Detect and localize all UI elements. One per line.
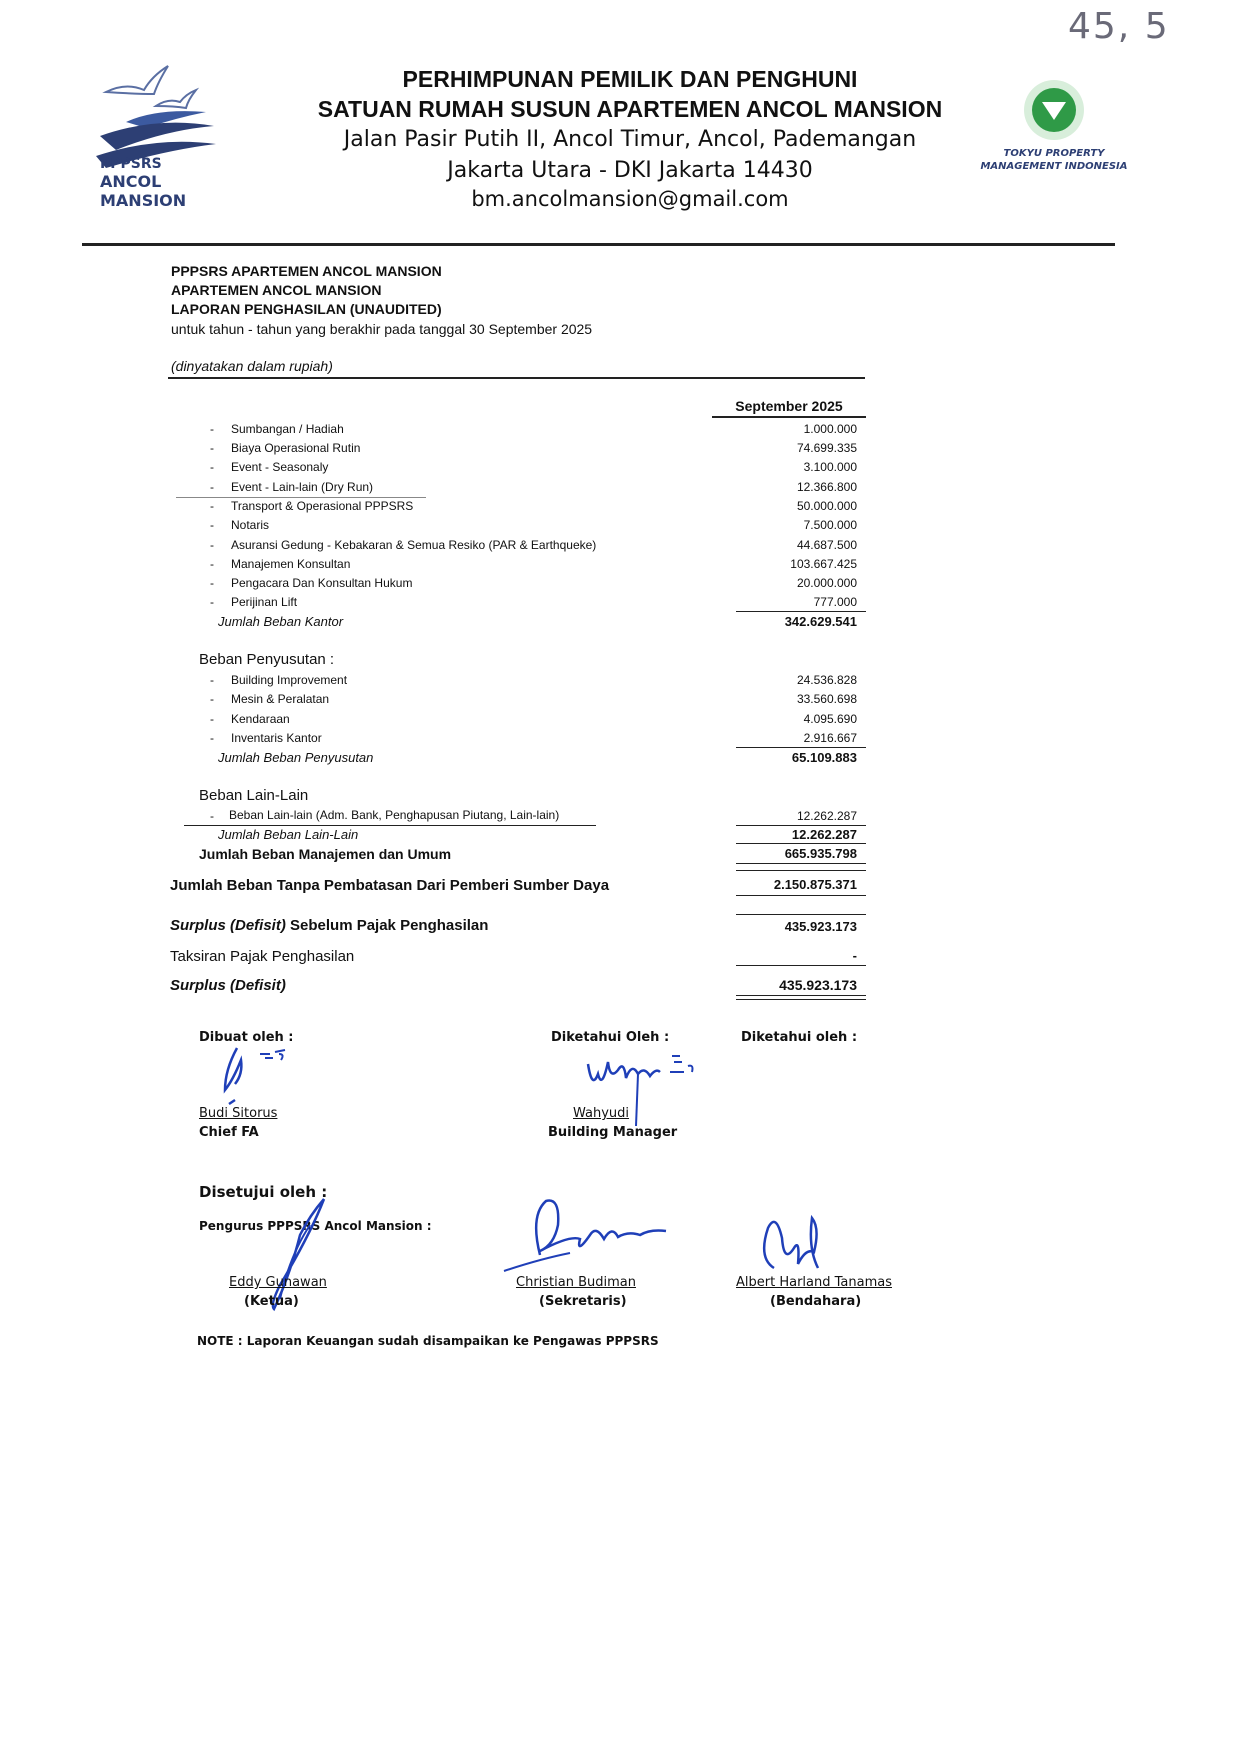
logo-text-ancol: ANCOL MANSION: [100, 172, 187, 210]
item-value: 1.000.000: [803, 422, 857, 436]
surplus-label: Surplus (Defisit): [170, 977, 286, 994]
report-entity: PPPSRS APARTEMEN ANCOL MANSION: [171, 263, 442, 279]
title-divider: [168, 377, 865, 379]
subtotal-line: [736, 747, 866, 748]
item-label: Kendaraan: [231, 712, 290, 726]
item-value: 4.095.690: [803, 712, 857, 726]
surplus-pre-italic: Surplus (Defisit): [170, 917, 286, 934]
item-label: Building Improvement: [231, 673, 348, 687]
footer-note: NOTE : Laporan Keuangan sudah disampaikan ke Pengawas PPPSRS: [197, 1334, 659, 1348]
diketahui1-name: Wahyudi: [573, 1106, 630, 1121]
report-period: untuk tahun - tahun yang berakhir pada tanggal 30 September 2025: [171, 321, 593, 337]
item-value: 12.366.800: [796, 480, 857, 494]
item-value: 3.100.000: [803, 460, 857, 474]
total-manajemen-label: Jumlah Beban Manajemen dan Umum: [199, 846, 452, 862]
item-value: 777.000: [813, 595, 857, 609]
dash: -: [210, 712, 214, 726]
stray-line: [176, 497, 426, 498]
item-label: Perijinan Lift: [231, 595, 298, 609]
item-label: Inventaris Kantor: [231, 731, 322, 745]
page-number: 45, 5: [1068, 6, 1170, 47]
header-line-2: SATUAN RUMAH SUSUN APARTEMEN ANCOL MANSION: [317, 96, 943, 122]
lain-heading: Beban Lain-Lain: [199, 787, 309, 804]
diketahui-label-2: Diketahui oleh :: [741, 1030, 858, 1045]
surplus-pre-tax-label: [170, 917, 488, 934]
item-label: Biaya Operasional Rutin: [231, 441, 361, 455]
header-line-1: PERHIMPUNAN PEMILIK DAN PENGHUNI: [402, 66, 858, 92]
surplus-pre-tax-value: 435.923.173: [784, 919, 857, 934]
total-lain-value: 12.262.287: [791, 827, 857, 842]
dibuat-label: Dibuat oleh :: [199, 1030, 294, 1045]
total-lain-label: Jumlah Beban Lain-Lain: [218, 827, 359, 842]
total-line: [736, 999, 866, 1000]
ppsrs-logo: [96, 64, 246, 214]
item-label: Event - Lain-lain (Dry Run): [231, 480, 374, 494]
header-address-1: Jalan Pasir Putih II, Ancol Timur, Ancol, Pademangan: [343, 127, 917, 152]
dash: -: [210, 518, 214, 532]
total-penyusutan-label: Jumlah Beban Penyusutan: [218, 750, 374, 765]
dash: -: [210, 673, 214, 687]
item-label: Transport & Operasional PPPSRS: [231, 499, 414, 513]
total-beban-kantor-label: Jumlah Beban Kantor: [218, 614, 344, 629]
total-penyusutan-value: 65.109.883: [791, 750, 857, 765]
total-beban-kantor-value: 342.629.541: [784, 614, 857, 629]
dash: -: [210, 460, 214, 474]
dash: -: [210, 595, 214, 609]
pajak-value: -: [852, 948, 857, 963]
signature-budi: [215, 1040, 305, 1110]
dash: -: [210, 480, 214, 494]
surplus-value: 435.923.173: [779, 977, 857, 993]
item-label: Event - Seasonaly: [231, 460, 329, 474]
total-line: [736, 863, 866, 864]
dash: -: [210, 538, 214, 552]
item-value: 74.699.335: [796, 441, 857, 455]
dash: -: [210, 576, 214, 590]
item-label: Pengacara Dan Konsultan Hukum: [231, 576, 413, 590]
subtotal-line: [736, 843, 866, 844]
item-value: 7.500.000: [803, 518, 857, 532]
report-title: LAPORAN PENGHASILAN (UNAUDITED): [171, 301, 442, 317]
total-manajemen-value: 665.935.798: [784, 846, 857, 861]
item-value: 2.916.667: [803, 731, 857, 745]
sekretaris-role: (Sekretaris): [539, 1294, 627, 1309]
subtotal-line: [736, 825, 866, 826]
diketahui1-role: Building Manager: [548, 1125, 678, 1140]
dash: -: [210, 809, 214, 823]
report-property: APARTEMEN ANCOL MANSION: [171, 282, 382, 298]
item-value: 50.000.000: [796, 499, 857, 513]
bendahara-name: Albert Harland Tanamas: [736, 1275, 892, 1290]
header-email: bm.ancolmansion@gmail.com: [471, 187, 789, 211]
dash: -: [210, 499, 214, 513]
pajak-label: Taksiran Pajak Penghasilan: [170, 948, 355, 965]
item-label: Manajemen Konsultan: [231, 557, 351, 571]
tokyu-text-2: MANAGEMENT INDONESIA: [980, 161, 1128, 172]
item-value: 12.262.287: [796, 809, 857, 823]
header-divider: [82, 243, 1115, 246]
pengurus-label: Pengurus PPPSRS Ancol Mansion :: [199, 1219, 432, 1233]
total-tanpa-pembatasan-value: 2.150.875.371: [773, 877, 857, 892]
signature-christian: [500, 1195, 680, 1275]
ketua-role: (Ketua): [244, 1294, 299, 1309]
sekretaris-name: Christian Budiman: [516, 1275, 636, 1290]
item-label: Asuransi Gedung - Kebakaran & Semua Resiko (PAR & Earthqueke): [231, 538, 597, 552]
dash: -: [210, 422, 214, 436]
item-label: Notaris: [231, 518, 270, 532]
surplus-pre-rest: Sebelum Pajak Penghasilan: [290, 917, 489, 934]
total-tanpa-pembatasan-label: Jumlah Beban Tanpa Pembatasan Dari Pemberi Sumber Daya: [170, 877, 610, 894]
item-value: 103.667.425: [790, 557, 857, 571]
tokyu-text-1: TOKYU PROPERTY: [1003, 148, 1105, 159]
item-label: Mesin & Peralatan: [231, 692, 330, 706]
dibuat-role: Chief FA: [199, 1125, 259, 1140]
column-header-underline: [712, 416, 866, 418]
column-header: September 2025: [735, 398, 843, 414]
dash: -: [210, 731, 214, 745]
item-value: 24.536.828: [796, 673, 857, 687]
total-line: [736, 870, 866, 871]
item-value: 44.687.500: [796, 538, 857, 552]
total-line: [736, 895, 866, 896]
ketua-name: Eddy Gunawan: [229, 1275, 327, 1290]
total-line: [736, 965, 866, 966]
currency-note: (dinyatakan dalam rupiah): [171, 358, 333, 374]
item-underline: [184, 825, 596, 826]
dash: -: [210, 441, 214, 455]
disetujui-label: Disetujui oleh :: [199, 1183, 328, 1201]
total-line: [736, 995, 866, 996]
penyusutan-heading: Beban Penyusutan :: [199, 651, 335, 668]
total-line: [736, 914, 866, 915]
logo-text-ppsrs: PPPSRS: [100, 156, 162, 172]
dibuat-name: Budi Sitorus: [199, 1106, 278, 1121]
diketahui-label-1: Diketahui Oleh :: [551, 1030, 670, 1045]
header-address-2: Jakarta Utara - DKI Jakarta 14430: [447, 158, 813, 183]
signature-albert: [754, 1208, 834, 1278]
item-label: Sumbangan / Hadiah: [231, 422, 344, 436]
item-value: 20.000.000: [796, 576, 857, 590]
subtotal-line: [736, 611, 866, 612]
bendahara-role: (Bendahara): [770, 1294, 862, 1309]
dash: -: [210, 557, 214, 571]
item-label: Beban Lain-lain (Adm. Bank, Penghapusan Piutang, Lain-lain): [229, 808, 560, 822]
item-value: 33.560.698: [796, 692, 857, 706]
dash: -: [210, 692, 214, 706]
